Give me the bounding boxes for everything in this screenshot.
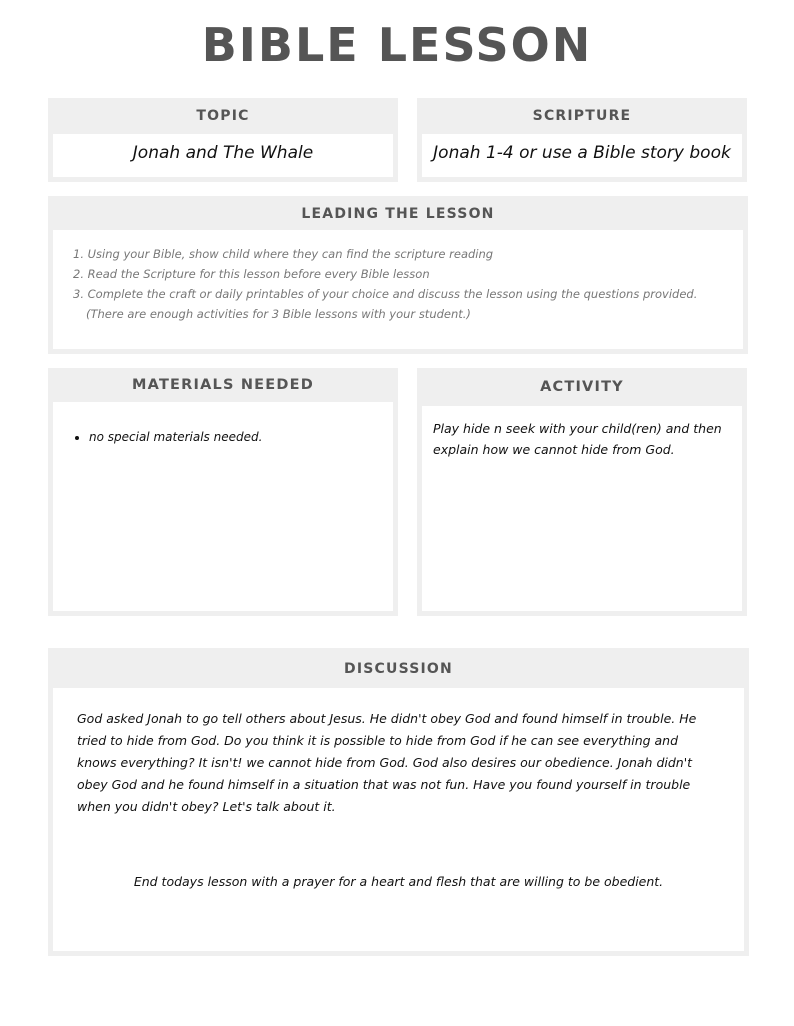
- closing-prayer-text: End todays lesson with a prayer for a heart and flesh that are willing to be obedient.: [133, 874, 664, 889]
- activity-text: Play hide n seek with your child(ren) and then explain how we cannot hide from God.: [433, 421, 722, 457]
- discussion-header: DISCUSSION: [344, 661, 453, 677]
- scripture-body: [422, 134, 742, 177]
- discussion-text: God asked Jonah to go tell others about Jesus. He didn't obey God and found himself in trouble. He tried to hide from God. Do you think it is possible to hide from God if he can see everything and knows everything? It isn't! we cannot hide from God. God also desires our obedience. Jonah didn't obey God and he found himself in a situation that was not fun. Have you found yourself in trouble when you didn't obey? Let's talk about it.: [77, 711, 697, 814]
- leading-the-lesson-section: [48, 196, 748, 354]
- leading-body: [53, 230, 743, 349]
- topic-body: [53, 134, 393, 177]
- materials-header: MATERIALS NEEDED: [132, 377, 314, 393]
- leading-header: LEADING THE LESSON: [301, 206, 495, 222]
- discussion-section: [48, 648, 749, 956]
- lesson-step: 3. Complete the craft or daily printables of your choice and discuss the lesson using the questions provided. (There are enough activities for 3 Bible lessons with your student.): [73, 287, 698, 321]
- lesson-step: 1. Using your Bible, show child where they can find the scripture reading: [73, 247, 494, 261]
- activity-section: [417, 368, 747, 616]
- topic-section: [48, 98, 398, 182]
- scripture-header: SCRIPTURE: [532, 108, 632, 124]
- lesson-steps-list: [73, 244, 723, 324]
- activity-body: [422, 406, 742, 611]
- discussion-body: [53, 688, 744, 951]
- materials-item: • no special materials needed.: [89, 428, 393, 446]
- page-title: BIBLE LESSON: [201, 18, 593, 72]
- scripture-value: Jonah 1-4 or use a Bible story book: [433, 143, 731, 163]
- materials-needed-section: [48, 368, 398, 616]
- materials-body: [53, 402, 393, 611]
- lesson-step: 2. Read the Scripture for this lesson before every Bible lesson: [73, 267, 430, 281]
- topic-header: TOPIC: [196, 108, 250, 124]
- activity-header: ACTIVITY: [540, 379, 624, 395]
- topic-value: Jonah and The Whale: [132, 143, 314, 163]
- materials-list: [75, 428, 393, 446]
- scripture-section: [417, 98, 747, 182]
